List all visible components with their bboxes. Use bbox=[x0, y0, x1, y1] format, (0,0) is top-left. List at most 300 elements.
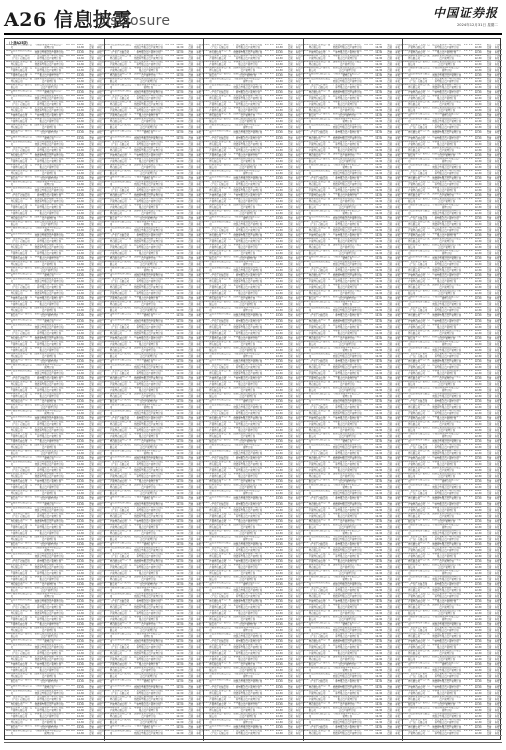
cell-type: 集合资管 bbox=[288, 639, 295, 644]
cell-publication: 中国证券报 bbox=[296, 113, 303, 118]
cell-num: 0.0 bbox=[369, 44, 373, 47]
cell-publication: 中国证券报 bbox=[395, 662, 402, 667]
cell-num: 0.0 bbox=[369, 502, 373, 505]
cell-publication: 中国证券报 bbox=[395, 364, 402, 369]
cell-type: 集合资管 bbox=[288, 444, 295, 449]
cell-type: 集合资管 bbox=[89, 484, 96, 489]
cell-org: 国泰君安证券资产管理有限公司 bbox=[408, 284, 430, 289]
cell-product: 中邮证券聚享1号集合资产管理计划 bbox=[432, 204, 462, 209]
cell-date: 2024-12-30 bbox=[276, 118, 286, 123]
cell-num: 0.0 bbox=[71, 610, 75, 613]
cell-date: 2024-12-30 bbox=[375, 290, 385, 295]
cell-num: 0.0 bbox=[369, 261, 373, 264]
cell-date: 2024-12-30 bbox=[375, 130, 385, 135]
cell-code: 228 bbox=[105, 118, 110, 121]
cell-code: 228 bbox=[304, 547, 309, 550]
cell-date: 2024-12-30 bbox=[77, 113, 87, 118]
cell-date: 2024-12-30 bbox=[77, 90, 87, 95]
cell-code: 228 bbox=[403, 118, 408, 121]
cell-publication: 中国证券报 bbox=[196, 622, 203, 627]
cell-num: 0.0 bbox=[170, 461, 174, 464]
cell-publication: 中国证券报 bbox=[395, 507, 402, 512]
cell-type: 集合资管 bbox=[188, 198, 195, 203]
cell-type: 集合资管 bbox=[487, 164, 494, 169]
cell-num: 0.0 bbox=[66, 639, 70, 642]
cell-date: 2024-12-30 bbox=[475, 113, 485, 118]
cell-product: 招商资管智远成长混合型集合资产管理计划 bbox=[233, 301, 263, 306]
cell-publication: 中国证券报 bbox=[395, 444, 402, 449]
cell-product: 招商资管智远成长混合型集合资产管理计划 bbox=[233, 713, 263, 718]
cell-code: 228 bbox=[6, 599, 11, 602]
cell-num: 0.0 bbox=[265, 439, 269, 442]
cell-org: 广发证券资产管理（广东）有限公司 bbox=[309, 404, 331, 409]
cell-type: 集合资管 bbox=[288, 227, 295, 232]
cell-org: 中信证券股份有限公司 bbox=[110, 685, 132, 690]
cell-date: 2024-12-30 bbox=[375, 193, 385, 198]
cell-num: 0.0 bbox=[265, 107, 269, 110]
cell-org: 国泰君安证券资产管理有限公司 bbox=[110, 301, 132, 306]
cell-product: 华泰紫金月月发短债债券型集合资产管理计划 bbox=[332, 650, 362, 655]
cell-num: 0.0 bbox=[265, 467, 269, 470]
cell-num: 0.0 bbox=[369, 410, 373, 413]
cell-product: 广发资管乾利一年持有期债券型集合资产管理计划 bbox=[332, 404, 362, 409]
cell-type: 集合资管 bbox=[288, 273, 295, 278]
cell-org: 中邮证券有限责任公司 bbox=[408, 67, 430, 72]
cell-code: 228 bbox=[204, 67, 209, 70]
cell-publication: 中国证券报 bbox=[395, 204, 402, 209]
cell-num: 0.0 bbox=[71, 570, 75, 573]
cell-org: 国泰君安证券资产管理有限公司 bbox=[408, 421, 430, 426]
cell-product: 中信证券卓越成长两年持有期混合型集合资产管理计划 bbox=[233, 130, 263, 135]
cell-num: 0.0 bbox=[71, 158, 75, 161]
cell-product: 华泰紫金月月发短债债券型集合资产管理计划 bbox=[133, 662, 163, 667]
cell-code: 228 bbox=[304, 656, 309, 659]
cell-product: 中信证券卓越成长两年持有期混合型集合资产管理计划 bbox=[233, 221, 263, 226]
cell-org: 国泰君安证券资产管理有限公司 bbox=[309, 610, 331, 615]
cell-type: 集合资管 bbox=[188, 370, 195, 375]
cell-org: 东证融汇证券资产管理有限公司 bbox=[110, 238, 132, 243]
cell-num: 0.0 bbox=[265, 301, 269, 304]
cell-num: 0.0 bbox=[66, 702, 70, 705]
cell-date: 2024-12-30 bbox=[276, 713, 286, 718]
cell-publication: 中国证券报 bbox=[296, 667, 303, 672]
cell-product: 国泰君安君得明混合型集合资产管理计划 bbox=[34, 444, 64, 449]
cell-num: 0.0 bbox=[464, 216, 468, 219]
cell-org: 国泰君安证券资产管理有限公司 bbox=[11, 124, 33, 129]
cell-code: 228 bbox=[105, 702, 110, 705]
cell-num: 0.0 bbox=[364, 730, 368, 733]
cell-type: 集合资管 bbox=[387, 353, 394, 358]
cell-code: 228 bbox=[304, 130, 309, 133]
cell-type: 集合资管 bbox=[89, 296, 96, 301]
cell-num: 0.0 bbox=[265, 55, 269, 58]
cell-type: 集合资管 bbox=[387, 387, 394, 392]
cell-date: 2024-12-30 bbox=[375, 450, 385, 455]
cell-code: 228 bbox=[304, 50, 309, 53]
cell-date: 2024-12-30 bbox=[276, 227, 286, 232]
cell-num: 0.0 bbox=[71, 170, 75, 173]
cell-date: 2024-12-30 bbox=[375, 639, 385, 644]
cell-date: 2024-12-30 bbox=[375, 467, 385, 472]
cell-type: 集合资管 bbox=[89, 95, 96, 100]
cell-code: 228 bbox=[403, 90, 408, 93]
cell-type: 集合资管 bbox=[89, 667, 96, 672]
cell-date: 2024-12-30 bbox=[375, 319, 385, 324]
cell-type: 集合资管 bbox=[487, 427, 494, 432]
cell-num: 0.0 bbox=[369, 553, 373, 556]
cell-num: 0.0 bbox=[270, 336, 274, 339]
cell-date: 2024-12-30 bbox=[276, 90, 286, 95]
cell-org: 中邮证券有限责任公司 bbox=[11, 136, 33, 141]
cell-code: 228 bbox=[204, 164, 209, 167]
cell-num: 0.0 bbox=[66, 644, 70, 647]
cell-num: 0.0 bbox=[364, 439, 368, 442]
cell-publication: 中国证券报 bbox=[97, 278, 104, 283]
cell-type: 集合资管 bbox=[188, 473, 195, 478]
cell-date: 2024-12-30 bbox=[276, 467, 286, 472]
cell-product: 华泰紫金月月发短债债券型集合资产管理计划 bbox=[332, 284, 362, 289]
cell-publication: 中国证券报 bbox=[395, 267, 402, 272]
cell-date: 2024-12-30 bbox=[176, 273, 186, 278]
cell-date: 2024-12-30 bbox=[77, 622, 87, 627]
cell-date: 2024-12-30 bbox=[375, 313, 385, 318]
cell-org: 招商证券资产管理有限公司 bbox=[11, 313, 33, 318]
cell-org: 广发证券资产管理（广东）有限公司 bbox=[309, 725, 331, 730]
cell-date: 2024-12-30 bbox=[176, 353, 186, 358]
cell-date: 2024-12-30 bbox=[176, 118, 186, 123]
cell-product: 东证融汇鑫享稳健一年持有期债券型集合资产管理计划 bbox=[432, 176, 462, 181]
cell-num: 0.0 bbox=[469, 370, 473, 373]
cell-type: 集合资管 bbox=[288, 107, 295, 112]
cell-date: 2024-12-30 bbox=[375, 278, 385, 283]
cell-date: 2024-12-30 bbox=[77, 410, 87, 415]
cell-date: 2024-12-30 bbox=[475, 181, 485, 186]
cell-product: 广发资管乾利一年持有期债券型集合资产管理计划 bbox=[233, 593, 263, 598]
cell-product: 长江资管乐享一年持有期债券型集合资产管理计划 bbox=[34, 341, 64, 346]
cell-date: 2024-12-30 bbox=[176, 393, 186, 398]
cell-type: 集合资管 bbox=[89, 44, 96, 49]
cell-publication: 中国证券报 bbox=[395, 490, 402, 495]
cell-publication: 中国证券报 bbox=[296, 227, 303, 232]
cell-publication: 中国证券报 bbox=[395, 404, 402, 409]
cell-date: 2024-12-30 bbox=[176, 376, 186, 381]
cell-org: 国泰君安证券资产管理有限公司 bbox=[408, 376, 430, 381]
cell-product: 中邮证券聚享1号集合资产管理计划 bbox=[432, 158, 462, 163]
cell-type: 集合资管 bbox=[188, 278, 195, 283]
cell-org: 东证融汇证券资产管理有限公司 bbox=[110, 284, 132, 289]
cell-type: 集合资管 bbox=[487, 410, 494, 415]
cell-org: 东证融汇证券资产管理有限公司 bbox=[110, 376, 132, 381]
cell-date: 2024-12-30 bbox=[77, 570, 87, 575]
cell-date: 2024-12-30 bbox=[475, 61, 485, 66]
cell-num: 0.0 bbox=[270, 376, 274, 379]
cell-date: 2024-12-30 bbox=[375, 564, 385, 569]
cell-num: 0.0 bbox=[364, 61, 368, 64]
cell-num: 0.0 bbox=[71, 284, 75, 287]
cell-num: 0.0 bbox=[369, 604, 373, 607]
cell-num: 0.0 bbox=[71, 313, 75, 316]
cell-date: 2024-12-30 bbox=[77, 387, 87, 392]
cell-date: 2024-12-30 bbox=[77, 456, 87, 461]
cell-org: 广发证券资产管理（广东）有限公司 bbox=[209, 502, 231, 507]
cell-publication: 中国证券报 bbox=[296, 198, 303, 203]
cell-date: 2024-12-30 bbox=[77, 336, 87, 341]
cell-org: 中信证券股份有限公司 bbox=[209, 633, 231, 638]
cell-type: 集合资管 bbox=[288, 84, 295, 89]
cell-num: 0.0 bbox=[364, 67, 368, 70]
cell-num: 0.0 bbox=[66, 627, 70, 630]
cell-org: 中邮证券有限责任公司 bbox=[209, 719, 231, 724]
cell-publication: 中国证券报 bbox=[395, 650, 402, 655]
cell-date: 2024-12-30 bbox=[276, 296, 286, 301]
cell-code: 228 bbox=[304, 153, 309, 156]
cell-publication: 中国证券报 bbox=[196, 267, 203, 272]
cell-code: 228 bbox=[403, 170, 408, 173]
cell-date: 2024-12-30 bbox=[276, 284, 286, 289]
cell-date: 2024-12-30 bbox=[375, 673, 385, 678]
cell-code: 228 bbox=[105, 707, 110, 710]
cell-code: 228 bbox=[105, 296, 110, 299]
cell-num: 0.0 bbox=[71, 198, 75, 201]
cell-type: 集合资管 bbox=[89, 381, 96, 386]
cell-type: 集合资管 bbox=[387, 667, 394, 672]
cell-num: 0.0 bbox=[464, 370, 468, 373]
cell-code: 228 bbox=[304, 341, 309, 344]
cell-publication: 中国证券报 bbox=[196, 101, 203, 106]
cell-date: 2024-12-30 bbox=[375, 153, 385, 158]
cell-code: 228 bbox=[6, 587, 11, 590]
cell-org: 国泰君安证券资产管理有限公司 bbox=[408, 330, 430, 335]
cell-num: 0.0 bbox=[364, 633, 368, 636]
cell-product: 东证融汇鑫享稳健一年持有期债券型集合资产管理计划 bbox=[133, 467, 163, 472]
cell-num: 0.0 bbox=[364, 307, 368, 310]
cell-publication: 中国证券报 bbox=[395, 113, 402, 118]
cell-type: 集合资管 bbox=[387, 221, 394, 226]
cell-org: 中信证券股份有限公司 bbox=[309, 307, 331, 312]
cell-product: 中邮证券聚享1号集合资产管理计划 bbox=[133, 404, 163, 409]
cell-num: 0.0 bbox=[66, 616, 70, 619]
cell-num: 0.0 bbox=[165, 244, 169, 247]
cell-num: 0.0 bbox=[71, 633, 75, 636]
cell-org: 国泰君安证券资产管理有限公司 bbox=[408, 193, 430, 198]
cell-org: 广发证券资产管理（广东）有限公司 bbox=[110, 278, 132, 283]
cell-num: 0.0 bbox=[66, 107, 70, 110]
cell-org: 中信证券股份有限公司 bbox=[11, 95, 33, 100]
cell-code: 228 bbox=[6, 336, 11, 339]
cell-date: 2024-12-30 bbox=[77, 559, 87, 564]
cell-org: 东证融汇证券资产管理有限公司 bbox=[11, 290, 33, 295]
cell-product: 招商资管智远成长混合型集合资产管理计划 bbox=[432, 61, 462, 66]
cell-product: 广发资管乾利一年持有期债券型集合资产管理计划 bbox=[233, 319, 263, 324]
cell-code: 228 bbox=[6, 267, 11, 270]
cell-product: 广发资管乾利一年持有期债券型集合资产管理计划 bbox=[233, 273, 263, 278]
cell-type: 集合资管 bbox=[487, 301, 494, 306]
cell-product: 广发资管乾利一年持有期债券型集合资产管理计划 bbox=[34, 238, 64, 243]
cell-org: 长江证券（上海）资产管理有限公司 bbox=[110, 198, 132, 203]
cell-date: 2024-12-30 bbox=[77, 381, 87, 386]
cell-type: 集合资管 bbox=[188, 461, 195, 466]
cell-org: 广发证券资产管理（广东）有限公司 bbox=[309, 84, 331, 89]
cell-code: 228 bbox=[403, 439, 408, 442]
cell-org: 华泰证券（上海）资产管理有限公司 bbox=[110, 113, 132, 118]
cell-code: 228 bbox=[6, 90, 11, 93]
cell-num: 0.0 bbox=[265, 124, 269, 127]
cell-code: 228 bbox=[105, 244, 110, 247]
cell-num: 0.0 bbox=[71, 181, 75, 184]
cell-num: 0.0 bbox=[165, 198, 169, 201]
cell-date: 2024-12-30 bbox=[77, 496, 87, 501]
cell-code: 228 bbox=[105, 461, 110, 464]
cell-num: 0.0 bbox=[270, 198, 274, 201]
cell-type: 集合资管 bbox=[89, 421, 96, 426]
cell-code: 228 bbox=[6, 204, 11, 207]
cell-product: 长江资管乐享一年持有期债券型集合资产管理计划 bbox=[432, 364, 462, 369]
cell-code: 228 bbox=[204, 216, 209, 219]
cell-num: 0.0 bbox=[66, 519, 70, 522]
cell-org: 中信证券股份有限公司 bbox=[309, 399, 331, 404]
cell-date: 2024-12-30 bbox=[176, 153, 186, 158]
cell-product: 长江资管乐享一年持有期债券型集合资产管理计划 bbox=[133, 702, 163, 707]
cell-date: 2024-12-30 bbox=[276, 176, 286, 181]
cell-date: 2024-12-30 bbox=[276, 107, 286, 112]
cell-publication: 中国证券报 bbox=[196, 136, 203, 141]
cell-publication: 中国证券报 bbox=[296, 55, 303, 60]
cell-num: 0.0 bbox=[369, 507, 373, 510]
cell-type: 集合资管 bbox=[288, 473, 295, 478]
cell-product: 长江资管乐享一年持有期债券型集合资产管理计划 bbox=[332, 507, 362, 512]
cell-date: 2024-12-30 bbox=[176, 633, 186, 638]
cell-org: 中信证券股份有限公司 bbox=[110, 593, 132, 598]
cell-product: 华泰紫金月月发短债债券型集合资产管理计划 bbox=[34, 484, 64, 489]
cell-code: 228 bbox=[105, 227, 110, 230]
cell-org: 国泰君安证券资产管理有限公司 bbox=[110, 576, 132, 581]
cell-code: 228 bbox=[105, 324, 110, 327]
cell-product: 国泰君安君得明混合型集合资产管理计划 bbox=[233, 524, 263, 529]
cell-num: 0.0 bbox=[270, 719, 274, 722]
cell-code: 228 bbox=[6, 158, 11, 161]
cell-num: 0.0 bbox=[66, 564, 70, 567]
cell-publication: 中国证券报 bbox=[196, 353, 203, 358]
cell-type: 集合资管 bbox=[188, 147, 195, 152]
cell-num: 0.0 bbox=[170, 713, 174, 716]
cell-publication: 中国证券报 bbox=[97, 730, 104, 735]
cell-type: 集合资管 bbox=[387, 421, 394, 426]
cell-date: 2024-12-30 bbox=[176, 221, 186, 226]
cell-date: 2024-12-30 bbox=[176, 484, 186, 489]
cell-date: 2024-12-30 bbox=[176, 107, 186, 112]
cell-product: 长江资管乐享一年持有期债券型集合资产管理计划 bbox=[233, 421, 263, 426]
cell-code: 228 bbox=[204, 61, 209, 64]
cell-product: 招商资管智远成长混合型集合资产管理计划 bbox=[133, 307, 163, 312]
cell-publication: 中国证券报 bbox=[296, 164, 303, 169]
cell-product: 华泰紫金月月发短债债券型集合资产管理计划 bbox=[233, 107, 263, 112]
cell-num: 0.0 bbox=[66, 456, 70, 459]
cell-type: 集合资管 bbox=[89, 627, 96, 632]
cell-org: 国泰君安证券资产管理有限公司 bbox=[11, 307, 33, 312]
cell-publication: 中国证券报 bbox=[296, 604, 303, 609]
cell-type: 集合资管 bbox=[288, 502, 295, 507]
cell-org: 国泰君安证券资产管理有限公司 bbox=[11, 673, 33, 678]
cell-publication: 中国证券报 bbox=[196, 427, 203, 432]
cell-publication: 中国证券报 bbox=[97, 216, 104, 221]
cell-num: 0.0 bbox=[165, 673, 169, 676]
cell-date: 2024-12-30 bbox=[176, 347, 186, 352]
cell-code: 228 bbox=[6, 50, 11, 53]
cell-num: 0.0 bbox=[71, 702, 75, 705]
cell-org: 长江证券（上海）资产管理有限公司 bbox=[408, 273, 430, 278]
cell-num: 0.0 bbox=[270, 261, 274, 264]
cell-type: 集合资管 bbox=[188, 330, 195, 335]
cell-publication: 中国证券报 bbox=[196, 553, 203, 558]
cell-num: 0.0 bbox=[464, 319, 468, 322]
cell-date: 2024-12-30 bbox=[77, 198, 87, 203]
cell-num: 0.0 bbox=[270, 284, 274, 287]
cell-num: 0.0 bbox=[66, 227, 70, 230]
cell-type: 集合资管 bbox=[188, 702, 195, 707]
cell-type: 集合资管 bbox=[288, 55, 295, 60]
cell-publication: 中国证券报 bbox=[495, 256, 502, 261]
cell-publication: 中国证券报 bbox=[495, 78, 502, 83]
cell-code: 228 bbox=[204, 547, 209, 550]
cell-code: 228 bbox=[105, 278, 110, 281]
cell-product: 招商资管智远成长混合型集合资产管理计划 bbox=[432, 427, 462, 432]
cell-code: 228 bbox=[304, 73, 309, 76]
cell-org: 东证融汇证券资产管理有限公司 bbox=[110, 650, 132, 655]
cell-org: 广发证券资产管理（广东）有限公司 bbox=[110, 507, 132, 512]
cell-date: 2024-12-30 bbox=[475, 278, 485, 283]
cell-product: 长江资管乐享一年持有期债券型集合资产管理计划 bbox=[332, 278, 362, 283]
cell-num: 0.0 bbox=[170, 696, 174, 699]
cell-product: 中信证券卓越成长两年持有期混合型集合资产管理计划 bbox=[133, 227, 163, 232]
cell-date: 2024-12-30 bbox=[475, 250, 485, 255]
cell-date: 2024-12-30 bbox=[475, 50, 485, 55]
cell-code: 228 bbox=[403, 141, 408, 144]
cell-num: 0.0 bbox=[71, 599, 75, 602]
cell-type: 集合资管 bbox=[387, 547, 394, 552]
cell-org: 中邮证券有限责任公司 bbox=[110, 587, 132, 592]
cell-num: 0.0 bbox=[369, 158, 373, 161]
cell-product: 华泰紫金月月发短债债券型集合资产管理计划 bbox=[233, 244, 263, 249]
cell-publication: 中国证券报 bbox=[495, 95, 502, 100]
cell-date: 2024-12-30 bbox=[375, 707, 385, 712]
cell-num: 0.0 bbox=[270, 233, 274, 236]
cell-num: 0.0 bbox=[464, 364, 468, 367]
cell-publication: 中国证券报 bbox=[395, 359, 402, 364]
cell-product: 广发资管乾利一年持有期债券型集合资产管理计划 bbox=[432, 124, 462, 129]
cell-date: 2024-12-30 bbox=[375, 216, 385, 221]
cell-code: 228 bbox=[403, 330, 408, 333]
cell-num: 0.0 bbox=[170, 141, 174, 144]
cell-num: 0.0 bbox=[66, 599, 70, 602]
cell-num: 0.0 bbox=[170, 593, 174, 596]
cell-publication: 中国证券报 bbox=[296, 233, 303, 238]
cell-org: 华泰证券（上海）资产管理有限公司 bbox=[408, 233, 430, 238]
cell-type: 集合资管 bbox=[387, 130, 394, 135]
cell-org: 东证融汇证券资产管理有限公司 bbox=[110, 604, 132, 609]
cell-org: 东证融汇证券资产管理有限公司 bbox=[209, 461, 231, 466]
cell-num: 0.0 bbox=[265, 730, 269, 733]
cell-org: 中信证券股份有限公司 bbox=[11, 187, 33, 192]
cell-date: 2024-12-30 bbox=[77, 416, 87, 421]
cell-num: 0.0 bbox=[265, 696, 269, 699]
cell-num: 0.0 bbox=[270, 644, 274, 647]
cell-publication: 中国证券报 bbox=[296, 353, 303, 358]
cell-publication: 中国证券报 bbox=[196, 416, 203, 421]
cell-date: 2024-12-30 bbox=[176, 473, 186, 478]
cell-num: 0.0 bbox=[165, 118, 169, 121]
cell-publication: 中国证券报 bbox=[97, 387, 104, 392]
cell-org: 招商证券资产管理有限公司 bbox=[309, 479, 331, 484]
